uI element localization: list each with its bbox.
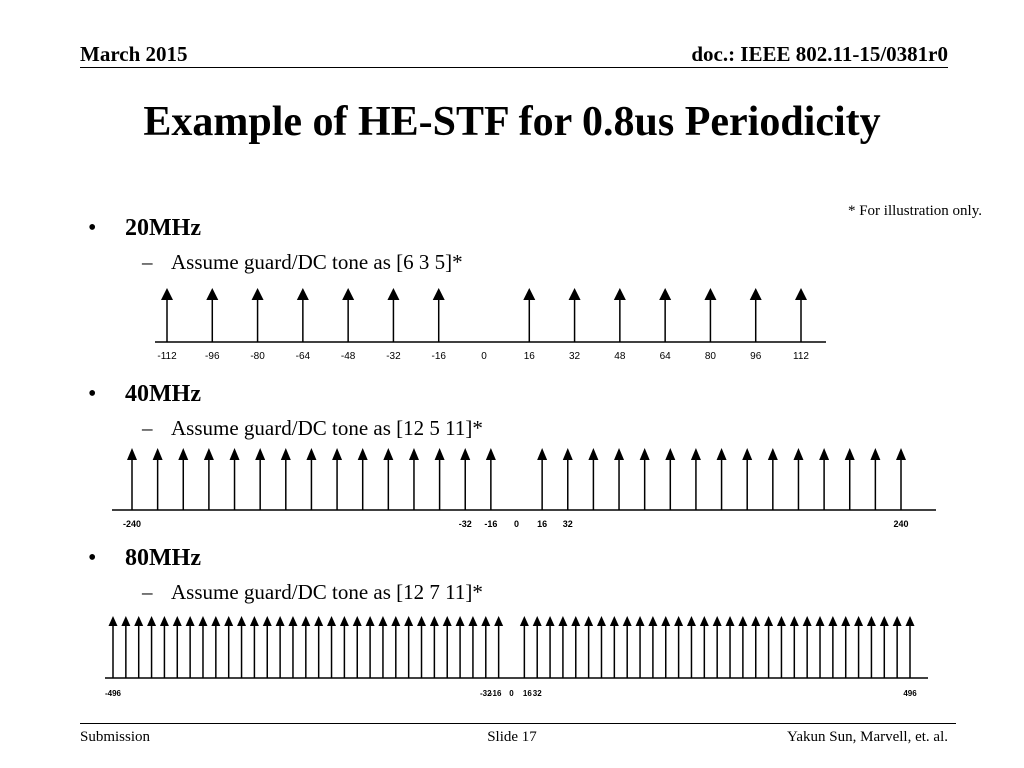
tone-arrow — [537, 448, 547, 510]
tone-arrow — [198, 616, 207, 678]
tone-arrow — [867, 616, 876, 678]
tick-label: -80 — [250, 351, 265, 362]
tone-arrow — [793, 448, 803, 510]
header-doc-id: doc.: IEEE 802.11-15/0381r0 — [691, 42, 948, 66]
tick-label: 112 — [793, 351, 809, 362]
tone-arrow — [276, 616, 285, 678]
footer-divider — [80, 723, 956, 724]
tone-arrow — [687, 616, 696, 678]
tone-arrow — [306, 448, 316, 510]
tone-arrow — [523, 288, 535, 342]
tone-arrow — [252, 288, 264, 342]
tone-arrow — [546, 616, 555, 678]
tone-arrow — [134, 616, 143, 678]
tone-arrow — [623, 616, 632, 678]
tone-arrow — [127, 448, 137, 510]
tone-arrow — [332, 448, 342, 510]
tone-arrow — [263, 616, 272, 678]
tick-label: 240 — [893, 519, 909, 529]
tone-arrow — [841, 616, 850, 678]
footer-slide-number: Slide 17 — [487, 729, 537, 745]
tone-arrow — [896, 448, 906, 510]
tone-arrow — [160, 616, 169, 678]
slide-title: Example of HE-STF for 0.8us Periodicity — [143, 99, 881, 145]
tone-arrow — [614, 288, 626, 342]
tone-arrow — [854, 616, 863, 678]
tone-arrow — [661, 616, 670, 678]
tone-arrow — [648, 616, 657, 678]
tick-label: 48 — [614, 351, 626, 362]
tick-label: 16 — [523, 351, 535, 362]
tick-label: -96 — [205, 351, 220, 362]
tone-arrow — [738, 616, 747, 678]
bullet-text: 20MHz — [125, 215, 201, 241]
tone-arrow — [816, 616, 825, 678]
tone-arrow — [880, 616, 889, 678]
tone-arrow — [417, 616, 426, 678]
tone-arrow — [569, 288, 581, 342]
tone-arrow — [327, 616, 336, 678]
tone-arrow — [640, 448, 650, 510]
tone-arrow — [211, 616, 220, 678]
footer-authors: Yakun Sun, Marvell, et. al. — [787, 729, 948, 745]
tone-arrow — [204, 448, 214, 510]
tone-arrow — [230, 448, 240, 510]
tone-arrow — [584, 616, 593, 678]
tone-arrow — [665, 448, 675, 510]
tone-arrow — [704, 288, 716, 342]
tone-arrow — [828, 616, 837, 678]
tone-arrow — [383, 448, 393, 510]
tone-arrow — [443, 616, 452, 678]
tone-arrow — [358, 448, 368, 510]
tone-arrow — [750, 288, 762, 342]
tone-arrow — [893, 616, 902, 678]
tone-arrow — [726, 616, 735, 678]
tick-label: 64 — [659, 351, 671, 362]
tick-label: -32 — [386, 351, 401, 362]
tone-arrow — [571, 616, 580, 678]
tick-label: -112 — [157, 351, 177, 362]
footer-submission: Submission — [80, 729, 151, 745]
tone-arrow — [795, 288, 807, 342]
tone-arrow — [742, 448, 752, 510]
tone-arrow — [819, 448, 829, 510]
tone-arrow — [430, 616, 439, 678]
tone-arrow — [481, 616, 490, 678]
tone-arrow — [173, 616, 182, 678]
tone-arrow — [147, 616, 156, 678]
tick-label: 16 — [522, 689, 532, 698]
tick-label: 496 — [903, 689, 917, 698]
tone-arrow — [456, 616, 465, 678]
sub-bullet-20mhz — [142, 250, 463, 275]
tone-arrow — [255, 448, 265, 510]
tone-arrow — [870, 448, 880, 510]
tone-arrow — [186, 616, 195, 678]
tick-label: 80 — [704, 351, 716, 362]
tone-diagram-20mhz — [0, 280, 1024, 370]
tone-arrow — [468, 616, 477, 678]
tick-label: 0 — [481, 351, 487, 362]
tone-arrow — [713, 616, 722, 678]
tone-arrow — [404, 616, 413, 678]
tone-arrow — [224, 616, 233, 678]
tone-arrow — [845, 448, 855, 510]
tone-arrow — [486, 448, 496, 510]
sub-bullet-text: Assume guard/DC tone as [12 5 11]* — [171, 416, 483, 440]
tone-arrow — [366, 616, 375, 678]
header-divider — [80, 67, 948, 68]
bullet-dot: • — [88, 215, 97, 241]
tone-arrow — [751, 616, 760, 678]
tone-arrow — [906, 616, 915, 678]
tick-label: -48 — [340, 351, 356, 362]
tick-label: -496 — [104, 689, 122, 698]
tone-arrow — [178, 448, 188, 510]
tone-arrow — [790, 616, 799, 678]
tick-label: -240 — [122, 519, 142, 529]
tick-label: -16 — [489, 689, 502, 698]
tick-label: 32 — [562, 519, 573, 529]
bullet-text: 80MHz — [125, 545, 201, 571]
bullet-dot: • — [88, 381, 97, 407]
tone-arrow — [409, 448, 419, 510]
tick-label: -32 — [480, 689, 492, 698]
tick-label: -64 — [295, 351, 311, 362]
tone-arrow — [161, 288, 173, 342]
tone-arrow — [391, 616, 400, 678]
tick-label: 32 — [569, 351, 581, 362]
header-date: March 2015 — [80, 42, 188, 66]
tone-arrow — [206, 288, 218, 342]
illustration-note: * For illustration only. — [847, 203, 982, 219]
tone-arrow — [340, 616, 349, 678]
tick-label: 32 — [532, 689, 542, 698]
dash: – — [142, 250, 153, 274]
tone-arrow — [659, 288, 671, 342]
tone-arrow — [691, 448, 701, 510]
tone-arrow — [433, 288, 445, 342]
tone-arrow — [520, 616, 529, 678]
dash: – — [142, 580, 153, 604]
tone-arrow — [610, 616, 619, 678]
tone-arrow — [314, 616, 323, 678]
tone-diagram-40mhz — [0, 440, 1024, 535]
bullet-dot: • — [88, 545, 97, 571]
tone-arrow — [597, 616, 606, 678]
tone-arrow — [237, 616, 246, 678]
tone-arrow — [764, 616, 773, 678]
tone-arrow — [281, 448, 291, 510]
tone-arrow — [558, 616, 567, 678]
tick-label: 0 — [513, 519, 520, 529]
tone-arrow — [674, 616, 683, 678]
tone-arrow — [342, 288, 354, 342]
tone-arrow — [636, 616, 645, 678]
tick-label: 16 — [537, 519, 548, 529]
tone-arrow — [153, 448, 163, 510]
tone-arrow — [803, 616, 812, 678]
tone-arrow — [435, 448, 445, 510]
tone-arrow — [288, 616, 297, 678]
tone-arrow — [353, 616, 362, 678]
tone-arrow — [494, 616, 503, 678]
tone-arrow — [768, 448, 778, 510]
tone-arrow — [588, 448, 598, 510]
tone-arrow — [387, 288, 399, 342]
tone-arrow — [717, 448, 727, 510]
tone-arrow — [250, 616, 259, 678]
tone-arrow — [563, 448, 573, 510]
tone-arrow — [777, 616, 786, 678]
sub-bullet-40mhz — [142, 416, 483, 441]
sub-bullet-80mhz — [142, 580, 483, 605]
sub-bullet-text: Assume guard/DC tone as [12 7 11]* — [171, 580, 483, 604]
bullet-text: 40MHz — [125, 381, 201, 407]
tone-arrow — [533, 616, 542, 678]
tone-arrow — [378, 616, 387, 678]
tone-arrow — [297, 288, 309, 342]
tick-label: -16 — [484, 519, 498, 529]
tone-arrow — [460, 448, 470, 510]
tick-label: 96 — [750, 351, 762, 362]
tick-label: -16 — [431, 351, 446, 362]
tone-arrow — [614, 448, 624, 510]
sub-bullet-text: Assume guard/DC tone as [6 3 5]* — [171, 250, 463, 274]
tone-arrow — [700, 616, 709, 678]
tick-label: -32 — [458, 519, 472, 529]
tick-label: 0 — [509, 689, 514, 698]
tone-arrow — [301, 616, 310, 678]
tone-diagram-80mhz — [0, 610, 1024, 705]
dash: – — [142, 416, 153, 440]
tone-arrow — [121, 616, 130, 678]
tone-arrow — [109, 616, 118, 678]
